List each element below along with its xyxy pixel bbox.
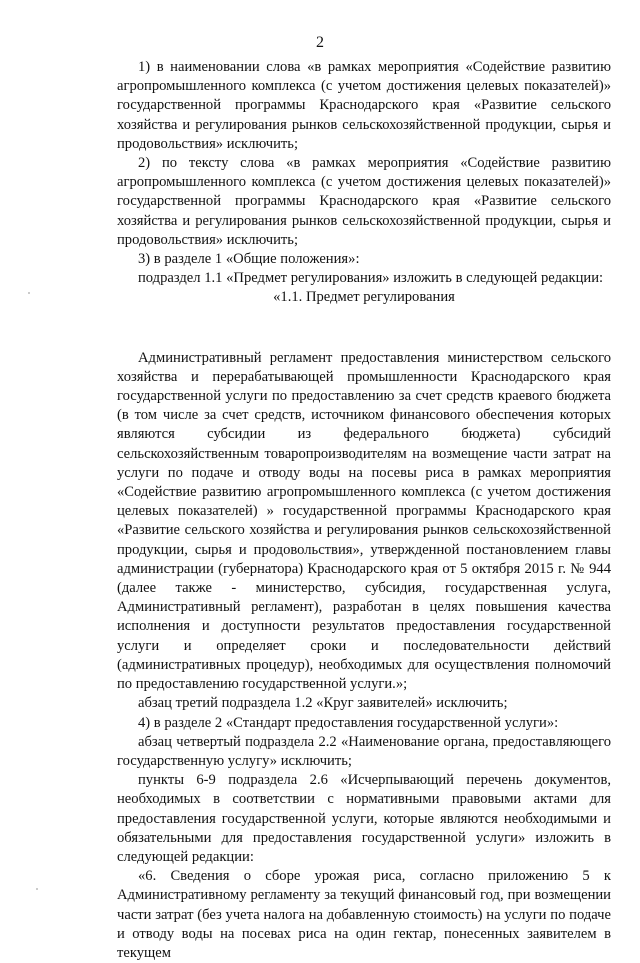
- paragraph-points-6-9: пункты 6-9 подраздела 2.6 «Исчерпывающий перечень документов, необходимых в соответствии с нормативными правовыми актами для предоставления государственной услуги, которые являются необходимыми и обязательными для предоставления государственной услуги» изложить в следующей редакции:: [117, 772, 611, 865]
- point-6: «6. Сведения о сборе урожая риса, согласно приложению 5 к Административному регламенту за текущий финансовый год, при возмещении части затрат (без учета налога на добавленную стоимость) на услуги по подаче и отводу воды на посевах риса на один гектар, понесенных заявителем в текущем: [117, 868, 611, 961]
- scan-speck: [36, 888, 38, 890]
- scan-speck: [28, 292, 30, 294]
- subsection-heading: «1.1. Предмет регулирования: [273, 289, 455, 306]
- amendment-1: 1) в наименовании слова «в рамках мероприятия «Содействие развитию агропромышленного комплекса (с учетом достижения целевых показателей)» государственной программы Краснодарского края «Развитие сельского хозяйства и регулирования рынков сельскохозяйственной продукции, сырья и продовольствия» исключить;: [117, 59, 611, 152]
- amendment-3: 3) в разделе 1 «Общие положения»:: [138, 251, 360, 268]
- page-number: 2: [316, 34, 324, 51]
- subsection-instruction: подраздел 1.1 «Предмет регулирования» изложить в следующей редакции:: [138, 270, 604, 287]
- paragraph-exclude-2-2: абзац четвертый подраздела 2.2 «Наименование органа, предоставляющего государственную услугу» исключить;: [117, 733, 611, 769]
- regulation-paragraph: Административный регламент предоставления министерством сельского хозяйства и перерабатывающей промышленности Краснодарского края государственной услуги по предоставлению за счет средств краевого бюджета (в том числе за счет средств, источником финансового обеспечения которых являются субсидии из федерального бюджета) субсидий сельскохозяйственным товаропроизводителям на возмещение части затрат на услуги по подаче и отводу воды на посевы риса в рамках мероприятия «Содействие развитию агропромышленного комплекса (с учетом достижения целевых показателей) » государственной программы Краснодарского края «Развитие сельского хозяйства и регулирования рынков сельскохозяйственной продукции, сырья и продовольствия», утвержденной постановлением главы администрации (губернатора) Краснодарского края от 5 октября 2015 г. № 944 (далее также - министерство, субсидия, государственная услуга, Административный регламент), разработан в целях повышения качества исполнения и доступности результатов предоставления государственной услуги и определяет сроки и последовательности действий (административных процедур), необходимых для осуществления полномочий по предоставлению государственной услуги.»;: [117, 349, 611, 693]
- amendment-4: 4) в разделе 2 «Стандарт предоставления государственной услуги»:: [138, 714, 559, 731]
- amendment-2: 2) по тексту слова «в рамках мероприятия «Содействие развитию агропромышленного комплекса (с учетом достижения целевых показателей)» государственной программы Краснодарского края «Развитие сельского хозяйства и регулирования рынков сельскохозяйственной продукции, сырья и продовольствия» исключить;: [117, 155, 611, 248]
- paragraph-exclude-1-2: абзац третий подраздела 1.2 «Круг заявителей» исключить;: [138, 695, 508, 712]
- blank-space: [117, 308, 611, 349]
- document-body: [117, 58, 611, 963]
